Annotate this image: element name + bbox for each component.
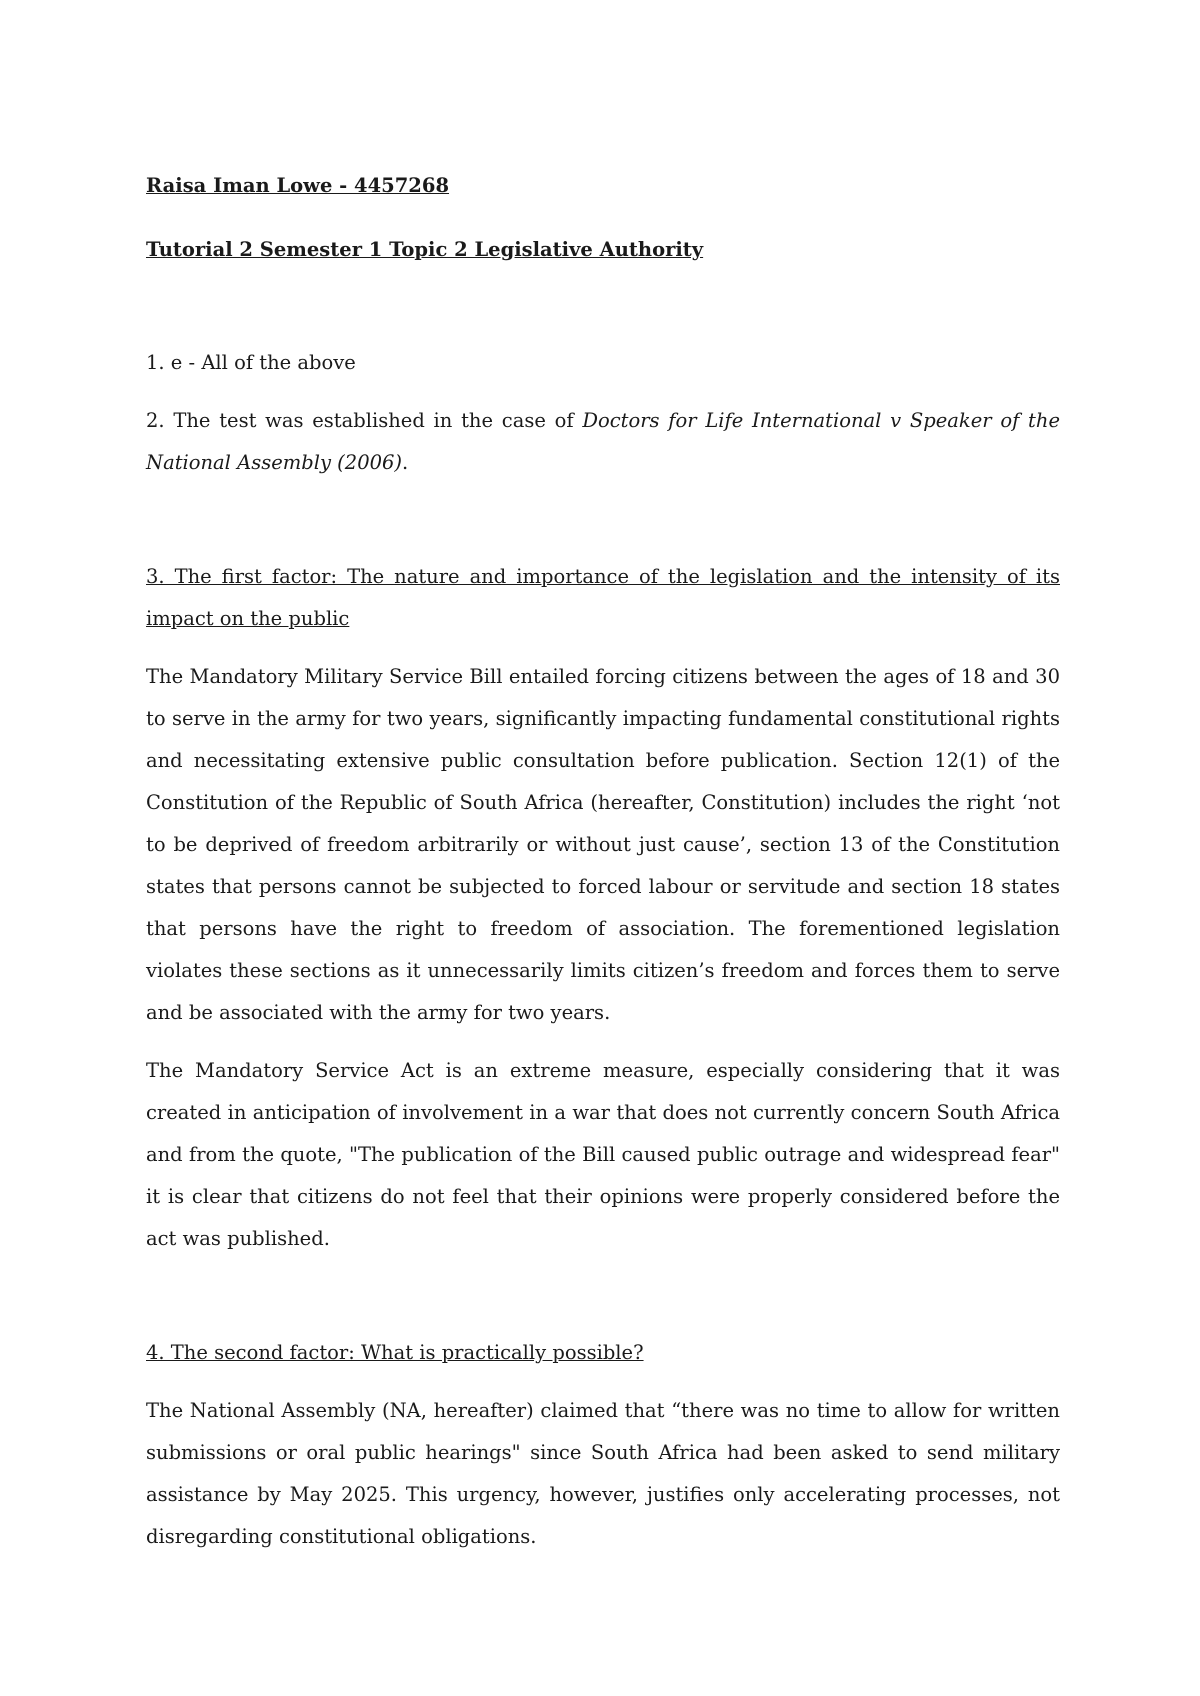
answer-1: 1. e - All of the above [146,351,356,374]
author-line: Raisa Iman Lowe - 4457268 [146,174,450,197]
answer-2-case-name: Doctors for Life International v Speaker of the National Assembly (2006) [146,409,1060,474]
section-4-paragraph-1: The National Assembly (NA, hereafter) claimed that “there was no time to allow for written submissions or oral public hearings" since South Africa had been asked to send military assistance by May 2025. This urgency, however, justifies only accelerating processes, not disregarding constitutional obligations. [146,1399,1060,1548]
document-body [146,168,1060,1558]
answer-2-suffix: . [402,451,409,474]
document-title: Tutorial 2 Semester 1 Topic 2 Legislative Authority [146,238,704,261]
section-3-paragraph-1: The Mandatory Military Service Bill entailed forcing citizens between the ages of 18 and 30 to serve in the army for two years, significantly impacting fundamental constitutional rights and necessitating extensive public consultation before publication. Section 12(1) of the Constitution of the Republic of South Africa (hereafter, Constitution) includes the right ‘not to be deprived of freedom arbitrarily or without just cause’, section 13 of the Constitution states that persons cannot be subjected to forced labour or servitude and section 18 states that persons have the right to freedom of association. The forementioned legislation violates these sections as it unnecessarily limits citizen’s freedom and forces them to serve and be associated with the army for two years. [146,665,1060,1024]
section-3-paragraph-2: The Mandatory Service Act is an extreme measure, especially considering that it was created in anticipation of involvement in a war that does not currently concern South Africa and from the quote, "The publication of the Bill caused public outrage and widespread fear" it is clear that citizens do not feel that their opinions were properly considered before the act was published. [146,1059,1060,1250]
section-3-heading: 3. The first factor: The nature and importance of the legislation and the intensity of its impact on the public [146,565,1060,630]
section-4-heading: 4. The second factor: What is practically possible? [146,1341,644,1364]
answer-2 [146,400,1060,484]
answer-2-prefix: 2. The test was established in the case of [146,409,583,432]
